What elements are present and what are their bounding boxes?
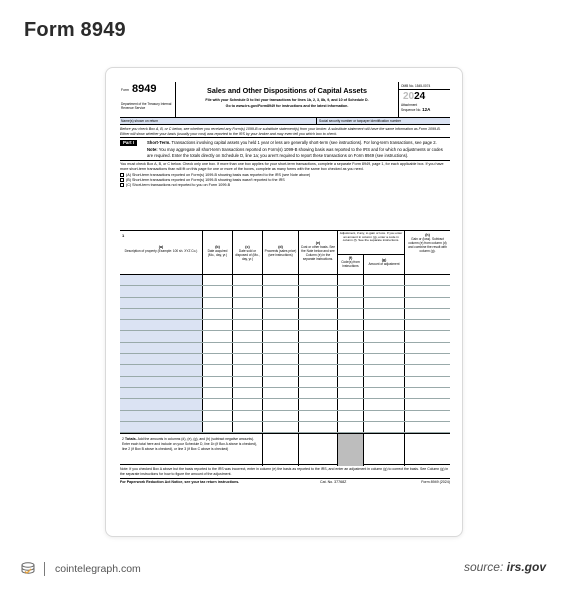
table-cell[interactable] [232, 365, 262, 375]
table-row [120, 388, 450, 399]
form-label: Form [121, 88, 129, 92]
tax-year-suffix: 24 [414, 91, 426, 102]
option-c[interactable] [120, 183, 450, 188]
checkbox-a[interactable] [120, 173, 124, 177]
table-cell[interactable] [120, 354, 202, 364]
table-cell[interactable] [337, 343, 363, 353]
table-row [120, 422, 450, 433]
transactions-table [120, 230, 450, 486]
table-cell[interactable] [298, 309, 337, 319]
option-a-label: (A) Short-term transactions reported on Form(s) 1099-B showing basis was reported to the IRS (see Note above) [126, 172, 311, 177]
table-cell[interactable] [202, 354, 232, 364]
table-cell[interactable] [262, 354, 298, 364]
table-cell[interactable] [404, 411, 450, 421]
name-ssn-row [120, 118, 450, 125]
col-f-header [337, 255, 363, 276]
table-cell[interactable] [363, 275, 404, 285]
table-cell[interactable] [202, 309, 232, 319]
form-header [120, 82, 450, 118]
table-cell[interactable] [120, 275, 202, 285]
table-row [120, 365, 450, 376]
table-cell[interactable] [298, 354, 337, 364]
table-cell[interactable] [202, 298, 232, 308]
table-cell[interactable] [262, 309, 298, 319]
table-cell[interactable] [232, 275, 262, 285]
table-cell[interactable] [202, 275, 232, 285]
table-cell[interactable] [202, 411, 232, 421]
table-row [120, 343, 450, 354]
part-text: Transactions involving capital assets you held 1 year or less are generally short-term (see instructions). For long-term transactions, see page 2. [171, 140, 437, 146]
table-cell[interactable] [363, 365, 404, 375]
source-label: source: [463, 560, 504, 574]
table-cell[interactable] [120, 298, 202, 308]
col-e-letter: (e) [315, 241, 321, 245]
table-cell[interactable] [202, 286, 232, 296]
table-cell[interactable] [363, 343, 404, 353]
table-cell[interactable] [298, 365, 337, 375]
table-cell[interactable] [232, 354, 262, 364]
table-cell[interactable] [337, 388, 363, 398]
table-cell[interactable] [337, 298, 363, 308]
table-cell[interactable] [232, 309, 262, 319]
table-cell[interactable] [262, 343, 298, 353]
table-cell[interactable] [337, 320, 363, 330]
table-cell[interactable] [232, 377, 262, 387]
table-cell[interactable] [363, 399, 404, 409]
col-f-letter: (f) [348, 256, 353, 260]
table-cell[interactable] [202, 377, 232, 387]
form-title-block [176, 82, 398, 118]
table-cell[interactable] [363, 286, 404, 296]
intro-paragraph: Before you check Box A, B, or C below, see whether you received any Form(s) 1099-B or substitute statement(s) from your broker. A substitute statement will have the same information as Form 1099-B. Either will show whether your basis (usually your cost) was reported to the IRS by your broker and may even tell you which box to check. [120, 127, 450, 138]
table-cell[interactable] [404, 298, 450, 308]
table-cell[interactable] [120, 399, 202, 409]
table-cell[interactable] [120, 365, 202, 375]
sequence-number: 12A [422, 107, 431, 113]
table-cell[interactable] [232, 331, 262, 341]
table-cell[interactable] [202, 343, 232, 353]
sequence-label: Sequence No. [401, 108, 422, 113]
col-c-header [232, 231, 262, 276]
table-rows [120, 275, 450, 433]
table-cell[interactable] [262, 320, 298, 330]
table-cell[interactable] [262, 286, 298, 296]
table-cell[interactable] [298, 399, 337, 409]
table-cell[interactable] [404, 354, 450, 364]
table-cell[interactable] [262, 388, 298, 398]
table-cell[interactable] [337, 411, 363, 421]
table-row [120, 309, 450, 320]
ssn-field[interactable]: Social security number or taxpayer identification number [316, 118, 401, 125]
checkbox-c[interactable] [120, 183, 124, 187]
table-cell[interactable] [202, 422, 232, 432]
table-cell[interactable] [404, 388, 450, 398]
table-cell[interactable] [298, 331, 337, 341]
table-cell[interactable] [262, 365, 298, 375]
footer-paperwork: For Paperwork Reduction Act Notice, see your tax return instructions. [120, 480, 240, 485]
line-number: 1 [122, 233, 125, 238]
source-value[interactable]: irs.gov [506, 560, 546, 574]
table-cell[interactable] [120, 377, 202, 387]
table-row [120, 354, 450, 365]
col-f-text: Code(s) from instructions [341, 260, 360, 269]
table-cell[interactable] [337, 354, 363, 364]
table-cell[interactable] [262, 377, 298, 387]
table-header [120, 230, 450, 275]
col-a-letter: (a) [158, 245, 164, 249]
attachment-sequence [399, 104, 450, 113]
department: Department of the Treasury Internal Revenue Service [121, 102, 172, 110]
footer-form: Form 8949 (2024) [421, 480, 450, 485]
totals-row [120, 433, 450, 465]
col-e-text: Cost or other basis. See the Note below and see Column (e) in the separate instructions. [300, 245, 336, 262]
table-cell[interactable] [298, 298, 337, 308]
table-cell[interactable] [298, 388, 337, 398]
col-g-text: Amount of adjustment [368, 262, 400, 267]
col-e-header [298, 231, 337, 276]
form-footer [120, 478, 450, 486]
option-a[interactable] [120, 173, 450, 178]
table-cell[interactable] [363, 422, 404, 432]
part-title: Short-Term. [147, 140, 171, 146]
table-cell[interactable] [232, 320, 262, 330]
table-cell[interactable] [232, 343, 262, 353]
adjustment-header: Adjustment, if any, to gain or loss. If you enter an amount in column (g), enter a code in column (f). See the separate instructions. [337, 231, 404, 255]
note-text: You may aggregate all short-term transactions reported on Form(s) 1099-B showing basis was reported to the IRS and for which no adjustments or codes are required. Enter the totals directly on Schedule D, line 1a; you aren't required to report these transactions on Form 8949 (see instructions). [147, 147, 443, 158]
table-cell[interactable] [363, 411, 404, 421]
table-cell[interactable] [404, 377, 450, 387]
table-cell[interactable] [337, 365, 363, 375]
table-cell[interactable] [202, 365, 232, 375]
tax-year-prefix: 20 [403, 91, 415, 102]
total-d-cell[interactable] [262, 434, 298, 466]
note-label: Note: [147, 147, 158, 153]
form-number: 8949 [132, 83, 157, 95]
table-cell[interactable] [298, 286, 337, 296]
table-cell[interactable] [120, 343, 202, 353]
table-cell[interactable] [202, 320, 232, 330]
total-g-cell[interactable] [363, 434, 404, 466]
col-a-header [120, 231, 202, 276]
table-cell[interactable] [232, 422, 262, 432]
basis-note: Note: If you checked Box A above but the basis reported to the IRS was incorrect, enter in column (e) the basis as reported to the IRS, and enter an adjustment in column (g) to correct the basis. See Column (g) in the separate instructions for how to figure the amount of the adjustment. [120, 467, 449, 476]
table-cell[interactable] [404, 365, 450, 375]
col-b-text: Date acquired (Mo., day, yr.) [207, 249, 228, 258]
col-g-letter: (g) [381, 258, 387, 262]
table-cell[interactable] [232, 298, 262, 308]
form-title: Sales and Other Dispositions of Capital Assets [207, 86, 367, 95]
col-c-letter: (c) [245, 245, 250, 249]
col-c-text: Date sold or disposed of (Mo., day, yr.) [235, 249, 260, 262]
table-cell[interactable] [120, 331, 202, 341]
col-d-header [262, 231, 298, 276]
table-cell[interactable] [262, 331, 298, 341]
table-row [120, 331, 450, 342]
table-cell[interactable] [232, 411, 262, 421]
brand-link[interactable]: cointelegraph.com [55, 563, 141, 575]
table-cell[interactable] [298, 320, 337, 330]
form-subtitle-2: Go to www.irs.gov/Form8949 for instructions and the latest information. [225, 104, 349, 109]
table-row [120, 298, 450, 309]
form-8949 [120, 82, 450, 485]
table-cell[interactable] [202, 388, 232, 398]
col-g-header [363, 255, 404, 276]
table-cell[interactable] [232, 388, 262, 398]
table-cell[interactable] [337, 309, 363, 319]
table-row [120, 399, 450, 410]
table-cell[interactable] [120, 309, 202, 319]
names-field[interactable]: Name(s) shown on return [121, 119, 159, 123]
totals-label: Totals. [124, 437, 137, 442]
table-cell[interactable] [262, 399, 298, 409]
table-cell[interactable] [120, 411, 202, 421]
table-cell[interactable] [337, 286, 363, 296]
col-b-header [202, 231, 232, 276]
table-cell[interactable] [120, 388, 202, 398]
table-cell[interactable] [202, 331, 232, 341]
footer-cat-no: Cat. No. 37768Z [320, 480, 347, 485]
totals-text-block [122, 437, 260, 451]
part-tag: Part I [120, 140, 137, 146]
page-heading: Form 8949 [24, 19, 126, 41]
table-cell[interactable] [298, 343, 337, 353]
table-cell[interactable] [404, 399, 450, 409]
col-a-text: Description of property (Example: 100 sh. XYZ Co.) [124, 249, 198, 254]
total-f-cell [337, 434, 363, 466]
table-cell[interactable] [404, 320, 450, 330]
must-check-paragraph: You must check Box A, B, or C below. Check only one box. If more than one box applies for your short-term transactions, complete a separate Form 8949, page 1, for each applicable box. If you have more short-term transactions than will fit on this page for one or more of the boxes, complete as many forms with the same box checked as you need. [120, 160, 450, 172]
col-h-text: Gain or (loss). Subtract column (e) from column (d) and combine the result with column (g). [408, 237, 447, 254]
table-cell[interactable] [363, 298, 404, 308]
col-d-text: Proceeds (sales price) (see instructions) [264, 249, 297, 258]
attachment-label: Attachment [401, 102, 418, 107]
table-cell[interactable] [337, 275, 363, 285]
table-cell[interactable] [404, 422, 450, 432]
brand-block[interactable] [20, 561, 141, 577]
table-cell[interactable] [262, 422, 298, 432]
table-cell[interactable] [262, 275, 298, 285]
col-h-header [404, 231, 450, 276]
option-c-label: (C) Short-term transactions not reported to you on Form 1099-B [126, 183, 231, 188]
table-cell[interactable] [120, 422, 202, 432]
brand-divider [44, 562, 45, 576]
form-subtitle-1: File with your Schedule D to list your transactions for lines 1b, 2, 3, 8b, 9, and 10 of Schedule D. [205, 98, 369, 102]
table-cell[interactable] [120, 320, 202, 330]
table-cell[interactable] [363, 309, 404, 319]
table-row [120, 377, 450, 388]
table-cell[interactable] [404, 275, 450, 285]
table-row [120, 320, 450, 331]
table-cell[interactable] [337, 422, 363, 432]
table-cell[interactable] [363, 388, 404, 398]
table-cell[interactable] [202, 399, 232, 409]
table-row [120, 411, 450, 422]
table-cell[interactable] [262, 411, 298, 421]
table-cell[interactable] [404, 286, 450, 296]
source-credit [464, 560, 546, 574]
totals-text: Add the amounts in columns (d), (e), (g), and (h) (subtract negative amounts). Enter each total here and include on your Schedule D, line 1b (if Box A above is checked), line 2 (if Box B above is checked), or line 3 (if Box C above is checked) [122, 437, 257, 451]
total-h-cell[interactable] [404, 434, 450, 466]
cointelegraph-logo-icon [20, 561, 36, 577]
table-cell[interactable] [337, 399, 363, 409]
table-cell[interactable] [404, 331, 450, 341]
table-cell[interactable] [337, 331, 363, 341]
table-cell[interactable] [120, 286, 202, 296]
table-cell[interactable] [298, 377, 337, 387]
form-id-block [120, 82, 176, 118]
table-cell[interactable] [298, 411, 337, 421]
table-cell[interactable] [298, 422, 337, 432]
table-row [120, 275, 450, 286]
table-row [120, 286, 450, 297]
form-omb-block [398, 82, 450, 118]
table-cell[interactable] [232, 286, 262, 296]
checkbox-b[interactable] [120, 178, 124, 182]
part-note [147, 147, 450, 158]
col-d-letter: (d) [278, 245, 283, 249]
form-card [105, 67, 463, 537]
table-cell[interactable] [337, 377, 363, 387]
total-e-cell[interactable] [298, 434, 337, 466]
col-h-letter: (h) [425, 233, 430, 237]
table-cell[interactable] [232, 399, 262, 409]
table-cell[interactable] [363, 331, 404, 341]
option-b[interactable] [120, 178, 450, 183]
table-cell[interactable] [262, 298, 298, 308]
table-cell[interactable] [363, 377, 404, 387]
option-b-label: (B) Short-term transactions reported on Form(s) 1099-B showing basis wasn't reported to the IRS [126, 177, 285, 182]
table-cell[interactable] [363, 320, 404, 330]
table-cell[interactable] [404, 343, 450, 353]
table-cell[interactable] [298, 275, 337, 285]
part-i-section [120, 140, 450, 158]
table-cell[interactable] [363, 354, 404, 364]
totals-line-number: 2 [122, 437, 124, 442]
table-cell[interactable] [404, 309, 450, 319]
omb-number: OMB No. 1545-0074 [399, 82, 450, 90]
col-b-letter: (b) [215, 245, 220, 249]
